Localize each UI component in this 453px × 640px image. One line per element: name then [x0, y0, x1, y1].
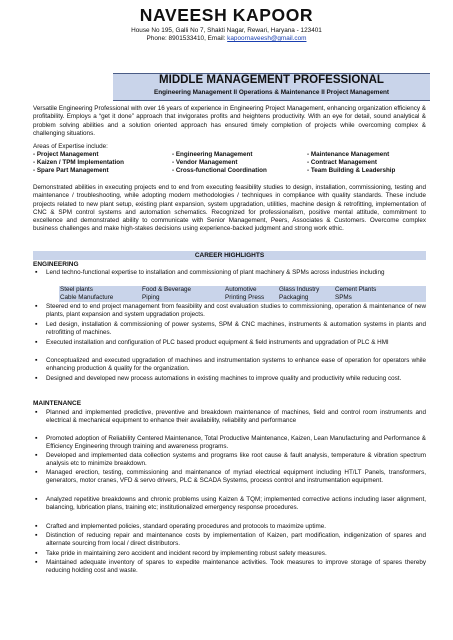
engineering-bullet: ▪ Executed installation and configuration of PLC based product equipment & field instruments and upgradation of PLC & HMI [46, 339, 426, 347]
summary-paragraph: Versatile Engineering Professional with over 16 years of experience in Engineering Project Management, enhancing organization efficiency & profitability. Employs a “get it done” approach that invigorates profits and heightens productivity. With an eye for detail, sound analytical & problem solving abilities and a solution oriented approach has ensured timely completion of projects while overcoming complex & challenging situations. [33, 105, 426, 137]
engineering-heading: ENGINEERING [33, 261, 79, 268]
candidate-name: NAVEESH KAPOOR [139, 5, 314, 25]
maintenance-bullet: ▪ Promoted adoption of Reliability Centered Maintenance, Total Productive Maintenance, Kaizen, Lean Manufacturing and Performance & Efficiency Engineering through training and awareness programs. [46, 435, 426, 451]
industry-cell: Printing Press [225, 294, 265, 301]
area-item: - Maintenance Management [307, 151, 390, 158]
address: House No 195, Galli No 7, Shakti Nagar, Rewari, Haryana - 123401 [131, 27, 322, 34]
phone-email-line [0, 35, 453, 43]
engineering-bullet: ▪ Led design, installation & commissioning of power systems, SPM & CNC machines, instruments & automation systems in plants and retrofitting of machines. [46, 321, 426, 337]
maintenance-bullet: ▪ Analyzed repetitive breakdowns and chronic problems using Kaizen & TQM; implemented corrective actions including laser alignment, balancing, lubrication plans, training etc; institutionalized emergency response procedures. [46, 496, 426, 512]
career-highlights-title: CAREER HIGHLIGHTS [194, 252, 265, 259]
profile-title: MIDDLE MANAGEMENT PROFESSIONAL [159, 74, 384, 86]
area-item: - Cross-functional Coordination [172, 167, 267, 174]
industry-cell: Food & Beverage [142, 286, 192, 293]
maintenance-heading: MAINTENANCE [33, 400, 82, 407]
phone-text: Phone: 8901533410, Email: [146, 35, 228, 42]
industry-cell: Packaging [279, 294, 309, 301]
industry-cell: SPMs [335, 294, 352, 301]
industry-cell: Cable Manufacture [60, 294, 114, 301]
industry-cell: Steel plants [60, 286, 93, 293]
maintenance-bullet: ▪ Managed erection, testing, commissioning and maintenance of myriad electrical equipment including HT/LT Panels, transformers, generators, motor cranes, VFD & servo drivers, PLC & SCADA Systems, process control and instrumentation equipment. [46, 469, 426, 485]
area-item: - Contract Management [307, 159, 377, 166]
area-item: - Spare Part Management [33, 167, 109, 174]
areas-label: Areas of Expertise include: [33, 143, 108, 150]
maintenance-bullet: ▪ Crafted and implemented policies, standard operating procedures and protocols to maximize uptime. [46, 523, 426, 531]
maintenance-bullet: ▪ Planned and implemented predictive, preventive and breakdown maintenance of machines, field and control room instruments and electrical & mechanical equipment to enhance their availability, reliability and performance [46, 409, 426, 425]
engineering-bullet: ▪ Designed and developed new process automations in existing machines to improve quality and productivity while reducing cost. [46, 375, 426, 383]
maintenance-bullet: ▪ Developed and implemented data collection systems and programs like root cause & fault analysis, temperature & vibration spectrum analysis etc to minimize breakdown. [46, 452, 426, 468]
email-link[interactable]: kapoornaveesh@gmail.com [227, 35, 307, 42]
maintenance-bullet: ▪ Distinction of reducing repair and maintenance costs by implementation of Kaizen, part modification, indigenization of spares and alternate sourcing from local / direct distributors. [46, 532, 426, 548]
abilities-paragraph: Demonstrated abilities in executing projects end to end from executing feasibility studies to design, installation, commissioning, testing and maintenance / troubleshooting, while adopting modern methodologies / techniques in compliance with quality standards. These include projects related to new plant setup, existing plant expansion, system upgradation, utilities, machine design & retrofitting, implementation of CNC & SPM control systems and automation schematics. Recognized for professionalism, positive mental attitude, commitment to excellence and demonstrated ability to communicate with Senior Management, Peers, Associates & Customers. Overcome complex business challenges and make high-stakes decisions using experience-backed judgment and strong work ethic. [33, 184, 426, 233]
industry-cell: Automotive [225, 286, 257, 293]
industry-cell: Glass Industry [279, 286, 320, 293]
area-item: - Project Management [33, 151, 99, 158]
maintenance-bullet: ▪ Take pride in maintaining zero accident and incident record by implementing robust safety measures. [46, 550, 426, 558]
profile-subtitle: Engineering Management II Operations & Maintenance II Project Management [153, 89, 390, 96]
maintenance-bullet: ▪ Maintained adequate inventory of spares to expedite maintenance activities. Took measures to improve storage of spares thereby reducing holding cost and waste. [46, 559, 426, 575]
area-item: - Vendor Management [172, 159, 238, 166]
engineering-bullet: ▪ Steered end to end project management from feasibility and cost evaluation studies to commissioning, operation & maintenance of new plants, plant expansion and system upgradation projects. [46, 303, 426, 319]
industries-table [59, 286, 426, 302]
engineering-bullet: ▪ Lend techno-functional expertise to installation and commissioning of plant machinery & SPMs across industries including [46, 269, 426, 277]
industry-cell: Piping [142, 294, 160, 301]
engineering-bullet: ▪ Conceptualized and executed upgradation of machines and instrumentation systems to enhance ease of operation for operators while enhancing production & quality for the organization. [46, 357, 426, 373]
area-item: - Engineering Management [172, 151, 253, 158]
area-item: - Kaizen / TPM Implementation [33, 159, 124, 166]
area-item: - Team Building & Leadership [307, 167, 396, 174]
industry-cell: Cement Plants [335, 286, 377, 293]
